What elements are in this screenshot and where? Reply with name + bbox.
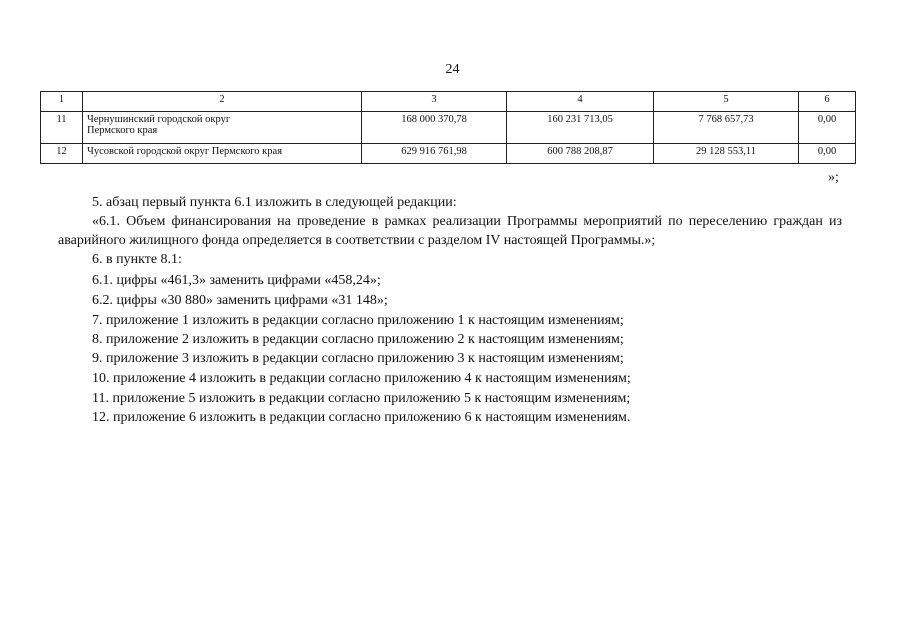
municipality-cell: Чусовской городской округ Пермского края: [83, 144, 362, 164]
paragraph-10: 10. приложение 4 изложить в редакции согласно приложению 4 к настоящим изменениям;: [92, 371, 631, 386]
header-cell: 3: [362, 92, 507, 112]
paragraph-9: 9. приложение 3 изложить в редакции согласно приложению 3 к настоящим изменениям;: [92, 351, 624, 366]
value-cell: 0,00: [799, 112, 856, 144]
paragraph-6-1: 6.1. цифры «461,3» заменить цифрами «458,24»;: [92, 273, 381, 288]
paragraph-6-1-quote: «6.1. Объем финансирования на проведение в рамках реализации Программы мероприятий по переселению граждан из аварийного жилищного фонда определяется в соответствии с разделом IV настоящей Программы.»;: [58, 214, 842, 248]
value-cell: 29 128 553,11: [654, 144, 799, 164]
paragraph-6-2: 6.2. цифры «30 880» заменить цифрами «31 148»;: [92, 293, 388, 308]
paragraph-8: 8. приложение 2 изложить в редакции согласно приложению 2 к настоящим изменениям;: [92, 332, 624, 347]
paragraph-6: 6. в пункте 8.1:: [92, 252, 182, 267]
row-number-cell: 11: [41, 112, 83, 144]
header-cell: 4: [507, 92, 654, 112]
municipality-cell: [83, 112, 362, 144]
municipality-name: Чернушинский городской округ Пермского края: [87, 114, 231, 136]
paragraph-5: 5. абзац первый пункта 6.1 изложить в следующей редакции:: [92, 195, 457, 210]
value-cell: 629 916 761,98: [362, 144, 507, 164]
value-cell: 168 000 370,78: [362, 112, 507, 144]
header-cell: 5: [654, 92, 799, 112]
page-number: 24: [445, 62, 460, 77]
closing-quote: »;: [828, 170, 839, 185]
value-cell: 600 788 208,87: [507, 144, 654, 164]
header-cell: 6: [799, 92, 856, 112]
value-cell: 160 231 713,05: [507, 112, 654, 144]
paragraph-7: 7. приложение 1 изложить в редакции согласно приложению 1 к настоящим изменениям;: [92, 313, 624, 328]
paragraph-11: 11. приложение 5 изложить в редакции согласно приложению 5 к настоящим изменениям;: [92, 391, 631, 406]
header-cell: 2: [83, 92, 362, 112]
paragraph-12: 12. приложение 6 изложить в редакции согласно приложению 6 к настоящим изменениям.: [92, 410, 631, 425]
table-row: [41, 144, 856, 164]
header-cell: 1: [41, 92, 83, 112]
value-cell: 7 768 657,73: [654, 112, 799, 144]
row-number-cell: 12: [41, 144, 83, 164]
data-table: [40, 91, 856, 164]
table-header-row: [41, 92, 856, 112]
value-cell: 0,00: [799, 144, 856, 164]
table-row: [41, 112, 856, 144]
